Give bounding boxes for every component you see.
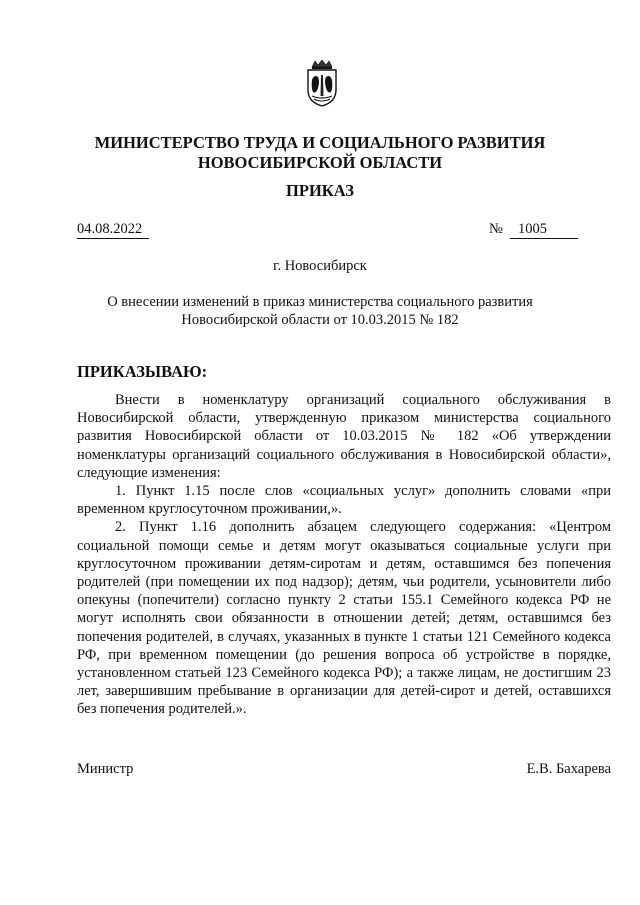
signature-role: Министр — [77, 761, 134, 777]
signature-name: Е.В. Бахарева — [526, 761, 611, 777]
ministry-name — [0, 133, 640, 173]
document-type: ПРИКАЗ — [286, 181, 354, 200]
ministry-name-line1: МИНИСТЕРСТВО ТРУДА И СОЦИАЛЬНОГО РАЗВИТИЯ — [94, 133, 546, 152]
order-verb: ПРИКАЗЫВАЮ: — [77, 362, 208, 381]
order-number-label: № — [489, 221, 503, 237]
order-subject-line2: Новосибирской области от 10.03.2015 № 182 — [181, 312, 459, 328]
body-paragraph-item-2: 2. Пункт 1.16 дополнить абзацем следующего содержания: «Центром социальной помощи семье и детям могут оказываться социальные услуги при круглосуточном проживании детям-сиротам и детям, оставшимся без попечения родителей (при помещении их под надзор); детям, чьи родители, усыновители либо опекуны (попечители) согласно пункту 2 статьи 155.1 Семейного кодекса РФ не могут исполнять свои обязанности в отношении детей; детям, оставшимся без попечения родителей, в случаях, указанных в пункте 1 статьи 121 Семейного кодекса РФ, при временном помещении (до решения вопроса об устройстве в порядке, установленном статьей 123 Семейного кодекса РФ); а также лицам, не достигшим 23 лет, завершившим пребывание в организации для детей-сирот и детей, оставшихся без попечения родителей.». — [77, 519, 611, 718]
city: г. Новосибирск — [273, 258, 367, 274]
order-date: 04.08.2022 — [77, 220, 149, 239]
order-subject — [60, 293, 580, 329]
ministry-name-line2: НОВОСИБИРСКОЙ ОБЛАСТИ — [197, 153, 443, 172]
body-paragraph-intro: Внести в номенклатуру организаций социального обслуживания в Новосибирской области, утвержденную приказом министерства социального развития Новосибирской области от 10.03.2015 № 182 «Об утверждении номенклатуры организаций социального обслуживания в Новосибирской области», следующие изменения: — [77, 392, 611, 481]
novosibirsk-coat-of-arms-icon — [302, 58, 342, 108]
order-body — [77, 391, 611, 719]
order-number: 1005 — [510, 220, 578, 239]
body-paragraph-item-1: 1. Пункт 1.15 после слов «социальных услуг» дополнить словами «при временном круглосуточном проживании,». — [77, 483, 611, 518]
order-subject-line1: О внесении изменений в приказ министерства социального развития — [107, 294, 533, 310]
